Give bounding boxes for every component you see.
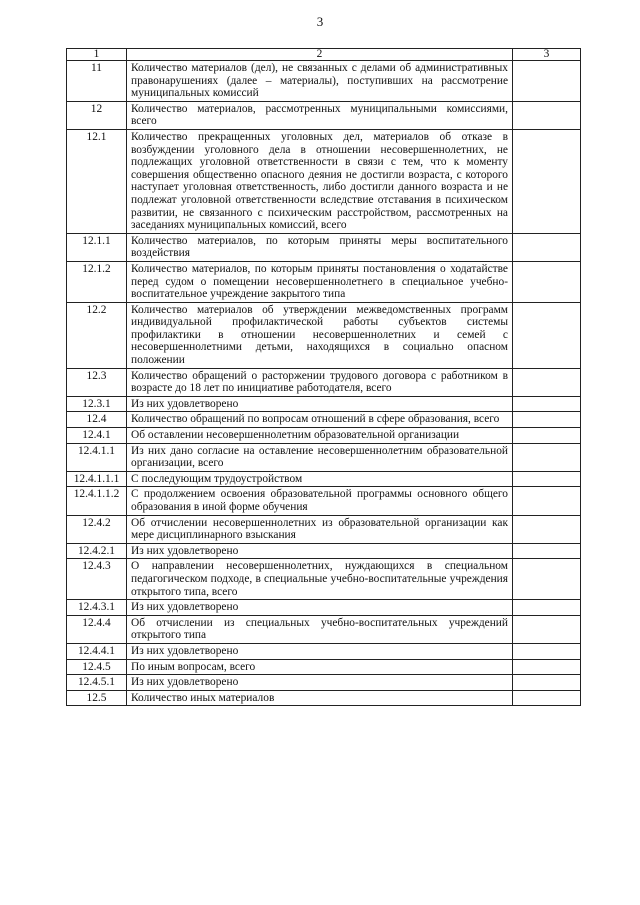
row-value-cell[interactable] xyxy=(513,101,581,129)
row-indicator-text: Из них удовлетворено xyxy=(127,600,513,616)
row-indicator-text: Из них удовлетворено xyxy=(127,643,513,659)
row-number: 12.4.1.1 xyxy=(67,443,127,471)
row-value-cell[interactable] xyxy=(513,515,581,543)
row-indicator-text: Из них удовлетворено xyxy=(127,543,513,559)
row-indicator-text: Из них удовлетворено xyxy=(127,675,513,691)
table-row xyxy=(67,302,581,368)
row-indicator-text: С последующим трудоустройством xyxy=(127,471,513,487)
row-value-cell[interactable] xyxy=(513,600,581,616)
row-indicator-text: Количество материалов об утверждении межведомственных программ индивидуальной профилактической работы субъектов системы профилактики в отношении несовершеннолетних и семей с несовершеннолетними детьми, находящихся в социально опасном положении xyxy=(127,302,513,368)
row-number: 12.4 xyxy=(67,412,127,428)
row-indicator-text: С продолжением освоения образовательной программы основного общего образования в иной форме обучения xyxy=(127,487,513,515)
row-indicator-text: Из них дано согласие на оставление несовершеннолетним образовательной организации, всего xyxy=(127,443,513,471)
table-row xyxy=(67,368,581,396)
row-value-cell[interactable] xyxy=(513,615,581,643)
row-number: 12.3 xyxy=(67,368,127,396)
row-value-cell[interactable] xyxy=(513,487,581,515)
row-number: 11 xyxy=(67,61,127,102)
row-indicator-text: Количество материалов, по которым приняты постановления о ходатайстве перед судом о помещении несовершеннолетнего в специальное учебно-воспитательное учреждение закрытого типа xyxy=(127,261,513,302)
table-header-row xyxy=(67,49,581,61)
row-indicator-text: Количество материалов (дел), не связанных с делами об административных правонарушениях (далее – материалы), поступивших на рассмотрение муниципальных комиссий xyxy=(127,61,513,102)
report-table xyxy=(66,48,581,706)
row-number: 12.4.2 xyxy=(67,515,127,543)
table-row xyxy=(67,515,581,543)
table-row xyxy=(67,690,581,706)
table-row xyxy=(67,396,581,412)
row-indicator-text: Об отчислении несовершеннолетних из образовательной организации как мере дисциплинарного взыскания xyxy=(127,515,513,543)
header-column-1: 1 xyxy=(67,49,127,61)
table-row xyxy=(67,129,581,233)
report-table-body xyxy=(67,49,581,706)
row-number: 12.4.4 xyxy=(67,615,127,643)
row-number: 12.5 xyxy=(67,690,127,706)
table-row xyxy=(67,61,581,102)
row-indicator-text: Количество обращений о расторжении трудового договора с работником в возрасте до 18 лет по инициативе работодателя, всего xyxy=(127,368,513,396)
row-indicator-text: Количество прекращенных уголовных дел, материалов об отказе в возбуждении уголовного дела в отношении несовершеннолетних, не подлежащих уголовной ответственности в связи с тем, что к моменту совершения общественно опасного деяния не достигли возраста, с которого наступает уголовная ответственность, либо достигли данного возраста и не подлежат уголовной ответственности вследствие отставания в психическом развитии, не связанного с психическим расстройством, рассмотренных на заседаниях муниципальных комиссий, всего xyxy=(127,129,513,233)
row-value-cell[interactable] xyxy=(513,559,581,600)
row-indicator-text: Из них удовлетворено xyxy=(127,396,513,412)
row-number: 12.2 xyxy=(67,302,127,368)
table-row xyxy=(67,643,581,659)
table-row xyxy=(67,615,581,643)
row-value-cell[interactable] xyxy=(513,396,581,412)
row-value-cell[interactable] xyxy=(513,261,581,302)
row-number: 12.1 xyxy=(67,129,127,233)
row-indicator-text: Количество обращений по вопросам отношений в сфере образования, всего xyxy=(127,412,513,428)
row-number: 12.4.4.1 xyxy=(67,643,127,659)
row-number: 12.4.2.1 xyxy=(67,543,127,559)
row-number: 12.4.5 xyxy=(67,659,127,675)
row-number: 12.1.2 xyxy=(67,261,127,302)
row-indicator-text: Количество материалов, по которым приняты меры воспитательного воздействия xyxy=(127,233,513,261)
row-number: 12.4.5.1 xyxy=(67,675,127,691)
header-column-3: 3 xyxy=(513,49,581,61)
table-row xyxy=(67,412,581,428)
row-indicator-text: Количество материалов, рассмотренных муниципальными комиссиями, всего xyxy=(127,101,513,129)
row-value-cell[interactable] xyxy=(513,368,581,396)
row-indicator-text: О направлении несовершеннолетних, нуждающихся в специальном педагогическом подходе, в специальные учебно-воспитательные учреждения открытого типа, всего xyxy=(127,559,513,600)
table-row xyxy=(67,600,581,616)
row-value-cell[interactable] xyxy=(513,428,581,444)
row-number: 12.4.1 xyxy=(67,428,127,444)
row-value-cell[interactable] xyxy=(513,690,581,706)
table-row xyxy=(67,543,581,559)
row-value-cell[interactable] xyxy=(513,233,581,261)
row-number: 12.4.3 xyxy=(67,559,127,600)
row-value-cell[interactable] xyxy=(513,471,581,487)
table-row xyxy=(67,428,581,444)
row-indicator-text: Количество иных материалов xyxy=(127,690,513,706)
page-number: 3 xyxy=(316,14,324,29)
row-indicator-text: По иным вопросам, всего xyxy=(127,659,513,675)
row-value-cell[interactable] xyxy=(513,543,581,559)
row-number: 12 xyxy=(67,101,127,129)
row-number: 12.1.1 xyxy=(67,233,127,261)
header-column-2: 2 xyxy=(127,49,513,61)
row-value-cell[interactable] xyxy=(513,675,581,691)
table-row xyxy=(67,101,581,129)
table-row xyxy=(67,471,581,487)
row-number: 12.4.3.1 xyxy=(67,600,127,616)
row-value-cell[interactable] xyxy=(513,129,581,233)
table-row xyxy=(67,487,581,515)
table-row xyxy=(67,675,581,691)
row-value-cell[interactable] xyxy=(513,61,581,102)
table-row xyxy=(67,659,581,675)
table-row xyxy=(67,443,581,471)
row-value-cell[interactable] xyxy=(513,659,581,675)
row-value-cell[interactable] xyxy=(513,412,581,428)
row-number: 12.3.1 xyxy=(67,396,127,412)
row-indicator-text: Об оставлении несовершеннолетним образовательной организации xyxy=(127,428,513,444)
row-value-cell[interactable] xyxy=(513,302,581,368)
table-row xyxy=(67,233,581,261)
row-number: 12.4.1.1.1 xyxy=(67,471,127,487)
table-row xyxy=(67,559,581,600)
row-indicator-text: Об отчислении из специальных учебно-воспитательных учреждений открытого типа xyxy=(127,615,513,643)
row-value-cell[interactable] xyxy=(513,643,581,659)
row-value-cell[interactable] xyxy=(513,443,581,471)
row-number: 12.4.1.1.2 xyxy=(67,487,127,515)
table-row xyxy=(67,261,581,302)
